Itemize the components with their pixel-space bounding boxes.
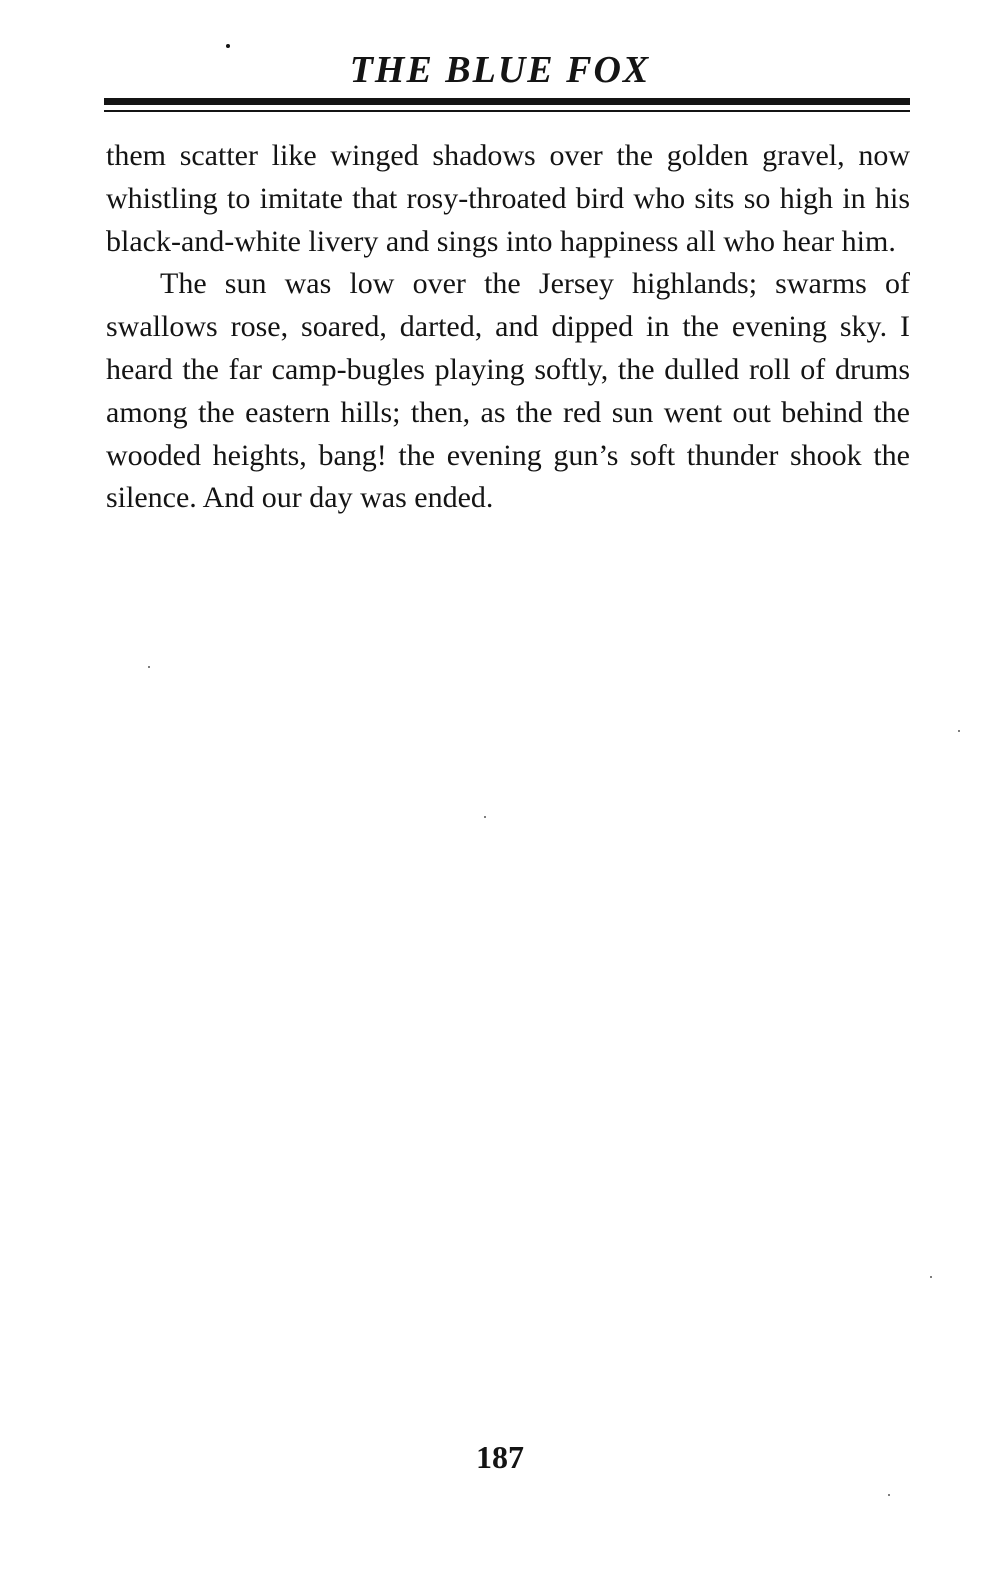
paper-speck [148, 666, 150, 668]
paper-speck [484, 816, 486, 818]
header-rule-thick [104, 98, 910, 105]
paragraph-sunset: The sun was low over the Jersey highlands; swarms of swallows rose, soared, darted, and dipped in the evening sky. I heard the far camp-bugles playing softly, the dulled roll of drums among the eastern hills; then, as the red sun went out behind the wooded heights, bang! the evening gun’s soft thunder shook the silence. And our day was ended. [106, 267, 910, 515]
page-number: 187 [476, 1439, 524, 1475]
body-text [106, 135, 910, 520]
paragraph-continued: them scatter like winged shadows over the golden gravel, now whistling to imitate that rosy-throated bird who sits so high in his black-and-white livery and sings into happiness all who hear him. [106, 139, 910, 258]
running-head: THE BLUE FOX [349, 49, 651, 91]
paper-speck [930, 1276, 932, 1278]
header-rule-thin [104, 110, 910, 112]
paper-speck [958, 730, 960, 732]
paper-speck [888, 1494, 890, 1496]
